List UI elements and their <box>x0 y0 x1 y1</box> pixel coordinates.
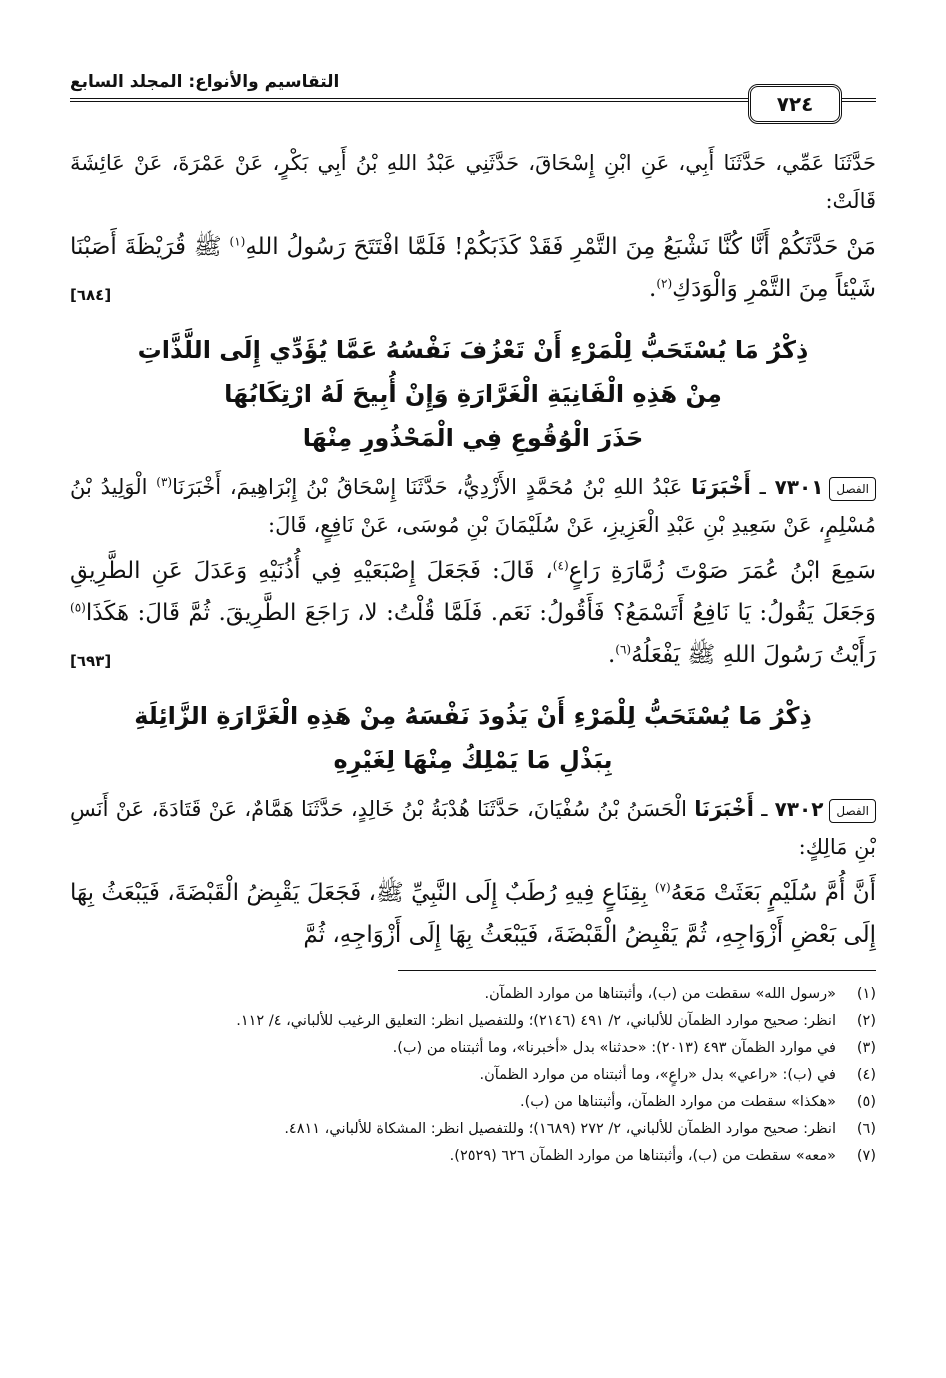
matn-end: . <box>607 642 616 668</box>
chain-text: الْحَسَنُ بْنُ سُفْيَانَ، حَدَّثَنَا هُدْبَةُ بْنُ خَالِدٍ، حَدَّثَنَا هَمَّامٌ، عَنْ قَتَادَةَ، عَنْ أَنَسِ بْنِ مَالِكٍ: <box>70 797 876 859</box>
footnote <box>70 1062 876 1089</box>
footnote-ref: (٢) <box>656 276 673 291</box>
footnote-separator <box>398 970 876 971</box>
hadith-matn <box>70 872 876 956</box>
footnote-ref: (١) <box>229 234 246 249</box>
footnote-number: (٧) <box>856 1148 876 1164</box>
footnote-text: «رسول الله» سقطت من (ب)، وأثبتناها من موارد الظمآن. <box>484 986 836 1002</box>
section-badge: الفصل <box>829 799 876 823</box>
page-number: ٧٢٤ <box>748 84 842 124</box>
akhbarana: أَخْبَرَنَا <box>691 475 751 499</box>
footnote-ref: (٤) <box>552 558 569 573</box>
footnote-number: (٦) <box>856 1121 876 1137</box>
matn-text: ، قَالَ: فَجَعَلَ إِصْبَعَيْهِ فِي أُذُنَيْهِ وَعَدَلَ عَنِ الطَّرِيقِ وَجَعَلَ يَقُولُ: يَا نَافِعُ أَتَسْمَعُ؟ فَأَقُولُ: نَعَم. فَلَمَّا قُلْتُ: لا، رَاجَعَ الطَّرِيقَ. ثُمَّ قَالَ: هَكَذَا <box>70 558 876 626</box>
footnote-text: انظر: صحيح موارد الظمآن للألباني، ٢/ ٤٩١ (٢١٤٦)؛ وللتفصيل انظر: التعليق الرغيب للألباني، ٤/ ١١٢. <box>236 1013 836 1029</box>
footnote-number: (١) <box>856 986 876 1002</box>
intro-matn <box>70 226 876 310</box>
hadith-number: ٧٣٠١ <box>774 475 824 499</box>
footnote-number: (٢) <box>856 1013 876 1029</box>
hadith-reference: [٦٨٤] <box>70 286 112 304</box>
chapter-heading-line: ذِكْرُ مَا يُسْتَحَبُّ لِلْمَرْءِ أَنْ يَذُودَ نَفْسَهُ مِنْ هَذِهِ الْغَرَّارَةِ الزَّائِلَةِ <box>134 702 812 730</box>
matn-text: رَأَيْتُ رَسُولَ اللهِ ﷺ يَفْعَلُهُ <box>631 642 876 668</box>
footnote <box>70 1143 876 1170</box>
footnote-number: (٤) <box>856 1067 876 1083</box>
hadith-chain <box>70 790 876 866</box>
akhbarana: أَخْبَرَنَا <box>694 797 754 821</box>
dash: ـ <box>750 475 775 499</box>
chain-text: عَبْدُ اللهِ بْنُ مُحَمَّدٍ الأَزْدِيُّ، حَدَّثَنَا إِسْحَاقُ بْنُ إِبْرَاهِيمَ، أَخْبَرَنَا <box>172 475 683 499</box>
chapter-heading-line: ذِكْرُ مَا يُسْتَحَبُّ لِلْمَرْءِ أَنْ تَعْزُفَ نَفْسُهُ عَمَّا يُؤَدِّي إِلَى اللَّذَّاتِ <box>137 336 809 364</box>
matn-text: أَنَّ أُمَّ سُلَيْمٍ بَعَثَتْ مَعَهُ <box>670 880 876 906</box>
dash: ـ <box>753 797 775 821</box>
book-page <box>70 60 876 1330</box>
chapter-heading <box>70 694 876 782</box>
chain-text: الْوَلِيدُ بْنُ مُسْلِمٍ، عَنْ سَعِيدِ بْنِ عَبْدِ الْعَزِيزِ، عَنْ سُلَيْمَانَ بْنِ مُوسَى، عَنْ نَافِعٍ، قَالَ: <box>70 475 876 537</box>
footnote-text: انظر: صحيح موارد الظمآن للألباني، ٢/ ٢٧٢ (١٦٨٩)؛ وللتفصيل انظر: المشكاة للألباني، ٤٨١١. <box>284 1121 836 1137</box>
chapter-heading <box>70 328 876 460</box>
footnote-ref: (٧) <box>654 880 671 895</box>
chapter-heading-line: مِنْ هَذِهِ الْفَانِيَةِ الْغَرَّارَةِ وَإِنْ أُبِيحَ لَهُ ارْتِكَابُهَا <box>224 380 722 408</box>
intro-chain: حَدَّثَنَا عَمِّي، حَدَّثَنَا أَبِي، عَنِ ابْنِ إِسْحَاقَ، حَدَّثَنِي عَبْدُ اللهِ بْنُ أَبِي بَكْرٍ، عَنْ عَمْرَةَ، عَنْ عَائِشَةَ قَالَتْ: <box>70 151 876 213</box>
matn-text: مَنْ حَدَّثَكُمْ أَنَّا كُنَّا نَشْبَعُ مِنَ التَّمْرِ فَقَدْ كَذَبَكُمْ! فَلَمَّا افْتَتَحَ رَسُولُ اللهِ <box>245 234 876 260</box>
footnote-ref: (٦) <box>615 642 632 657</box>
footnote <box>70 1089 876 1116</box>
footnote-ref: (٥) <box>70 600 86 615</box>
footnote-text: «معه» سقطت من (ب)، وأثبتناها من موارد الظمآن ٦٢٦ (٢٥٢٩). <box>449 1148 836 1164</box>
hadith-number: ٧٣٠٢ <box>774 797 824 821</box>
chapter-heading-line: بِبَذْلِ مَا يَمْلِكُ مِنْهَا لِغَيْرِهِ <box>333 746 613 774</box>
salutation: ﷺ <box>193 234 222 260</box>
matn-text: سَمِعَ ابْنُ عُمَرَ صَوْتَ زُمَّارَةِ رَاعٍ <box>568 558 876 584</box>
hadith-matn <box>70 550 876 676</box>
footnote-ref: (٣) <box>156 475 173 489</box>
chapter-heading-line: حَذَرَ الْوُقُوعِ فِي الْمَحْذُورِ مِنْهَا <box>302 424 644 452</box>
section-badge: الفصل <box>829 477 876 501</box>
hadith-reference: [٦٩٣] <box>70 652 112 670</box>
footnote <box>70 1008 876 1035</box>
running-title: التقاسيم والأنواع: المجلد السابع <box>70 72 340 92</box>
footnote <box>70 1035 876 1062</box>
footnote-number: (٣) <box>856 1040 876 1056</box>
hadith-chain <box>70 468 876 544</box>
matn-text: بِقِنَاعٍ فِيهِ رُطَبٌ إِلَى النَّبِيِّ ﷺ، فَجَعَلَ يَقْبِضُ الْقَبْضَةَ، فَيَبْعَثُ بِهَا إِلَى بَعْضِ أَزْوَاجِهِ، ثُمَّ يَقْبِضُ الْقَبْضَةَ، فَيَبْعَثُ بِهَا إِلَى أَزْوَاجِهِ، ثُمَّ <box>70 880 876 948</box>
footnote <box>70 1116 876 1143</box>
footnote-text: في (ب): «راعي» بدل «راعٍ»، وما أثبتناه من موارد الظمآن. <box>479 1067 836 1083</box>
footnotes <box>70 981 876 1170</box>
footnote-number: (٥) <box>856 1094 876 1110</box>
footnote-text: في موارد الظمآن ٤٩٣ (٢٠١٣): «حدثنا» بدل «أخبرنا»، وما أثبتناه من (ب). <box>392 1040 836 1056</box>
page-header <box>70 60 876 116</box>
footnote <box>70 981 876 1008</box>
matn-text: قُرَيْظَةَ أَصَبْنَا شَيْئاً مِنَ التَّمْرِ وَالْوَدَكِ <box>70 234 876 302</box>
matn-end: . <box>649 276 657 302</box>
footnote-text: «هكذا» سقطت من موارد الظمآن، وأثبتناها من (ب). <box>520 1094 836 1110</box>
